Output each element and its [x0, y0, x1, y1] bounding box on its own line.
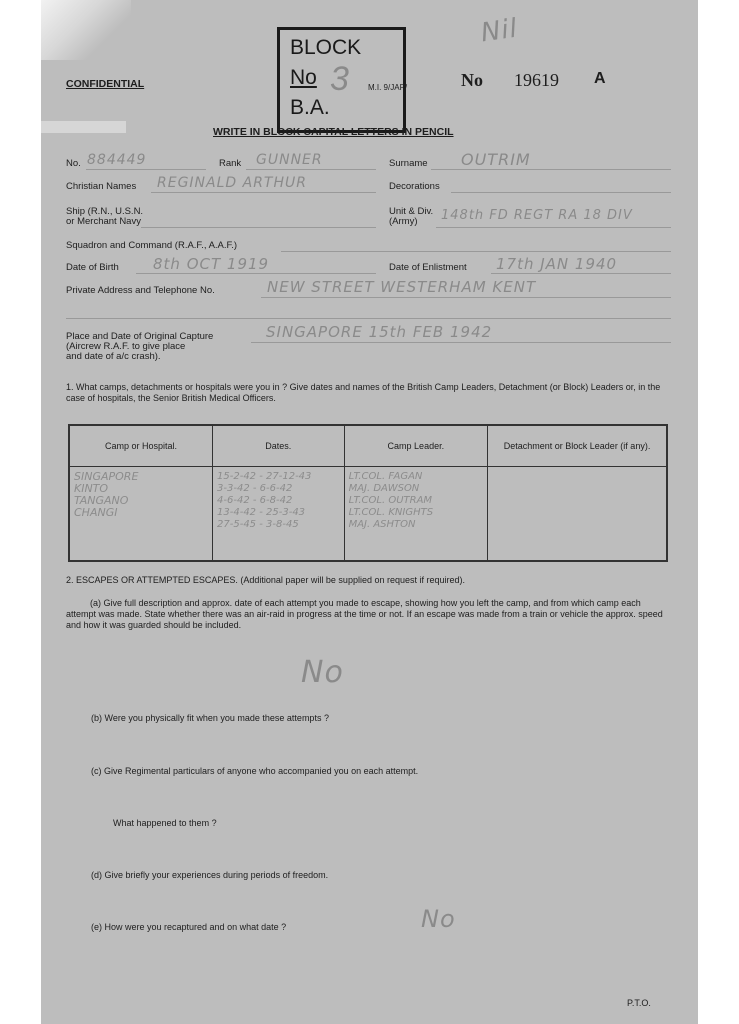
no-value: 884449 [87, 152, 147, 168]
cell-dates [213, 467, 345, 562]
ship-label-2: or Merchant Navy [66, 216, 141, 227]
capture-label-2: (Aircrew R.A.F. to give place [66, 341, 186, 352]
dob-value: 8th OCT 1919 [153, 255, 270, 273]
surname-label: Surname [389, 158, 428, 169]
christian-names-value: REGINALD ARTHUR [157, 175, 307, 191]
col-dates: Dates. [213, 425, 345, 467]
instruction-heading: WRITE IN BLOCK CAPITAL LETTERS IN PENCIL [213, 126, 454, 138]
no-label: No. [66, 158, 81, 169]
decorations-label: Decorations [389, 181, 440, 192]
cell-leaders [344, 467, 488, 562]
form-page [41, 0, 698, 1024]
serial-suffix: A [594, 70, 606, 87]
stamp-line-block: BLOCK [290, 36, 362, 59]
question-2d: (d) Give briefly your experiences during periods of freedom. [91, 870, 329, 880]
col-detachment: Detachment or Block Leader (if any). [488, 425, 667, 467]
ship-label-1: Ship (R.N., U.S.N. [66, 206, 144, 217]
surname-value: OUTRIM [461, 150, 531, 169]
address-value: NEW STREET WESTERHAM KENT [267, 278, 537, 296]
question-1: 1. What camps, detachments or hospitals were you in ? Give dates and names of the British Camp Leaders, Detachment (or Block) Leaders or, in the case of hospitals, the Senior British Medical Officers. [66, 382, 661, 403]
capture-label-3: and date of a/c crash). [66, 351, 161, 362]
address-label: Private Address and Telephone No. [66, 285, 215, 296]
cell-camps [69, 467, 213, 562]
rank-label: Rank [219, 158, 242, 169]
unit-value: 148th FD REGT RA 18 DIV [441, 208, 633, 223]
form-ref: M.I. 9/JAP/ [368, 83, 408, 92]
question-2c: (c) Give Regimental particulars of anyone who accompanied you on each attempt. [91, 766, 419, 776]
enlistment-value: 17th JAN 1940 [496, 255, 618, 273]
nil-mark: Nil [479, 13, 520, 49]
squadron-label: Squadron and Command (R.A.F., A.A.F.) [66, 240, 238, 251]
stamp-number: 3 [330, 60, 349, 98]
serial-number: 19619 [514, 70, 559, 90]
number-label: No [461, 70, 483, 90]
capture-label-1: Place and Date of Original Capture [66, 331, 214, 342]
stamp-line-no: No [290, 66, 317, 89]
question-2e: (e) How were you recaptured and on what date ? [91, 922, 287, 932]
enlistment-label: Date of Enlistment [389, 262, 467, 273]
col-leader: Camp Leader. [344, 425, 488, 467]
question-2-heading: 2. ESCAPES OR ATTEMPTED ESCAPES. (Additional paper will be supplied on request if required). [66, 575, 466, 585]
question-2c-followup: What happened to them ? [113, 818, 217, 828]
unit-label-1: Unit & Div. [389, 206, 434, 217]
answer-2a: No [301, 655, 344, 690]
torn-corner [41, 0, 131, 60]
unit-label-2: (Army) [389, 216, 418, 227]
christian-names-label: Christian Names [66, 181, 137, 192]
camps-table [68, 424, 668, 562]
camps-list: SINGAPORE KINTO TANGANO CHANGI [74, 470, 139, 519]
question-2b: (b) Were you physically fit when you made these attempts ? [91, 713, 329, 723]
confidential-label: CONFIDENTIAL [66, 78, 145, 90]
block-stamp [277, 27, 406, 133]
dob-label: Date of Birth [66, 262, 119, 273]
dates-list: 15-2-42 - 27-12-43 3-3-42 - 6-6-42 4-6-42 - 6-8-42 13-4-42 - 25-3-43 27-5-45 - 3-8-45 [217, 471, 312, 530]
paper-tab [41, 121, 126, 133]
question-2a: (a) Give full description and approx. date of each attempt you made to escape, showing how you left the camp, and from which camp each attempt was made. State whether there was an air-raid in progress at the time or not. If an escape was made from a train or vehicle the approx. speed and how it was guarded should be included. [66, 598, 663, 630]
rank-value: GUNNER [256, 152, 323, 168]
stamp-line-ba: B.A. [290, 96, 330, 119]
answer-2e: No [421, 905, 456, 933]
cell-detachment [488, 467, 667, 562]
leaders-list: LT.COL. FAGAN MAJ. DAWSON LT.COL. OUTRAM LT.COL. KNIGHTS MAJ. ASHTON [348, 471, 434, 530]
capture-value: SINGAPORE 15th FEB 1942 [266, 323, 493, 341]
col-camp: Camp or Hospital. [69, 425, 213, 467]
pto-label: P.T.O. [627, 998, 651, 1008]
